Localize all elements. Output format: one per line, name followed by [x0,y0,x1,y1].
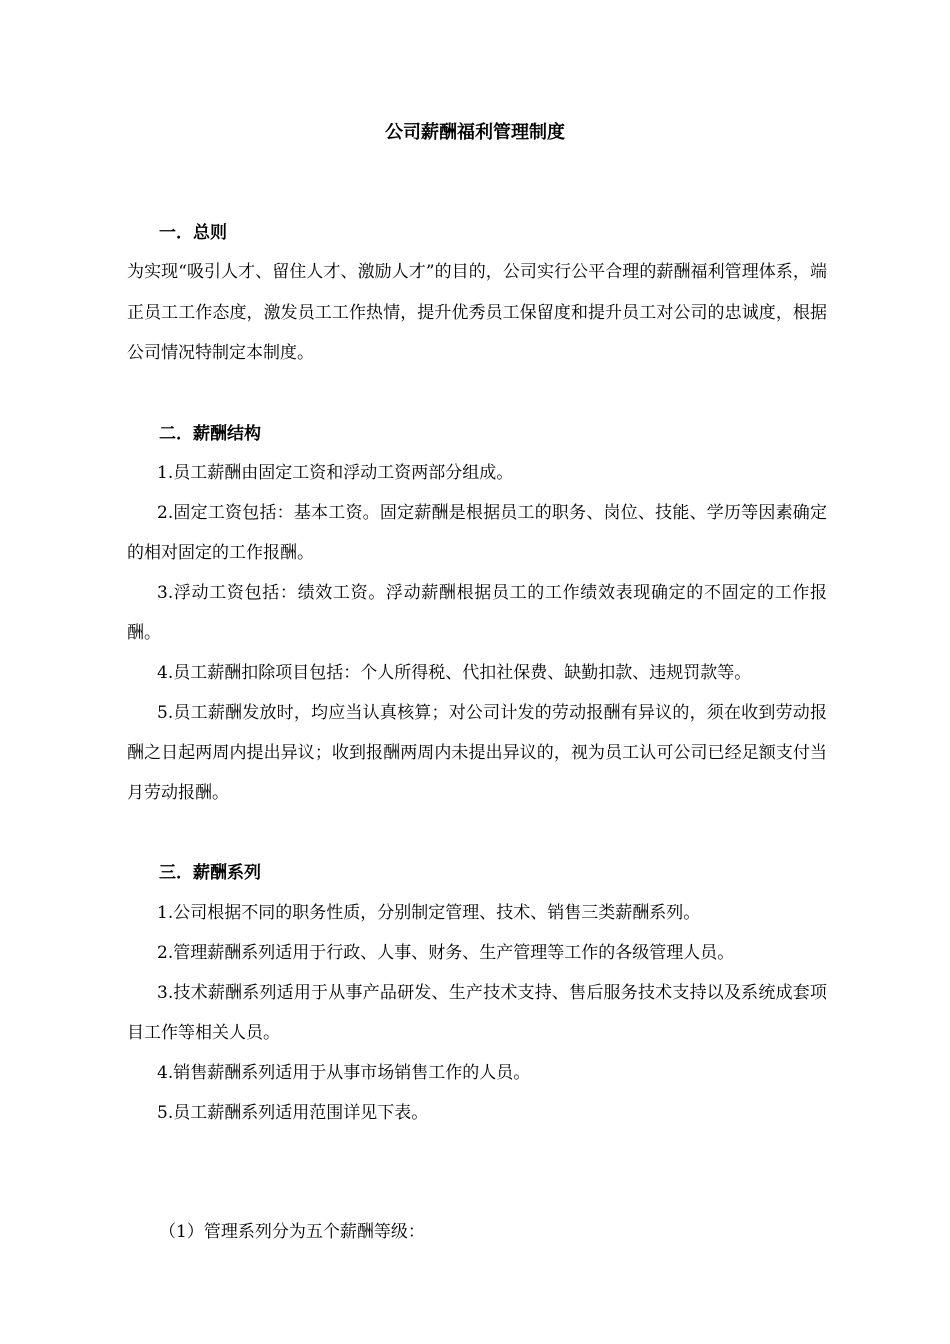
list-item: 5.员工薪酬发放时，均应当认真核算；对公司计发的劳动报酬有异议的，须在收到劳动报酬之日起两周内提出异议；收到报酬两周内未提出异议的，视为员工认可公司已经足额支付当月劳动报酬。 [127,703,827,803]
section-heading-salary-series: 三．薪酬系列 [159,863,261,883]
list-item: 4.员工薪酬扣除项目包括：个人所得税、代扣社保费、缺勤扣款、违规罚款等。 [157,663,752,683]
section-heading-general: 一．总则 [159,223,227,243]
list-item: 1.员工薪酬由固定工资和浮动工资两部分组成。 [157,463,514,483]
section-paragraph-general: 为实现“吸引人才、留住人才、激励人才”的目的，公司实行公平合理的薪酬福利管理体系，端正员工工作态度，激发员工工作热情，提升优秀员工保留度和提升员工对公司的忠诚度，根据公司情况特制定本制度。 [127,262,827,363]
list-item: 1.公司根据不同的职务性质，分别制定管理、技术、销售三类薪酬系列。 [157,903,701,923]
list-item: 2.管理薪酬系列适用于行政、人事、财务、生产管理等工作的各级管理人员。 [157,943,735,963]
list-item: 2.固定工资包括：基本工资。固定薪酬是根据员工的职务、岗位、技能、学历等因素确定的相对固定的工作报酬。 [127,503,827,563]
management-series-subheading: （1）管理系列分为五个薪酬等级： [159,1222,425,1242]
document-title: 公司薪酬福利管理制度 [385,122,565,143]
list-item: 3.浮动工资包括：绩效工资。浮动薪酬根据员工的工作绩效表现确定的不固定的工作报酬。 [127,583,827,643]
list-item: 5.员工薪酬系列适用范围详见下表。 [157,1103,429,1123]
list-item: 3.技术薪酬系列适用于从事产品研发、生产技术支持、售后服务技术支持以及系统成套项目工作等相关人员。 [127,983,827,1043]
section-heading-salary-structure: 二．薪酬结构 [159,424,261,444]
list-item: 4.销售薪酬系列适用于从事市场销售工作的人员。 [157,1063,531,1083]
